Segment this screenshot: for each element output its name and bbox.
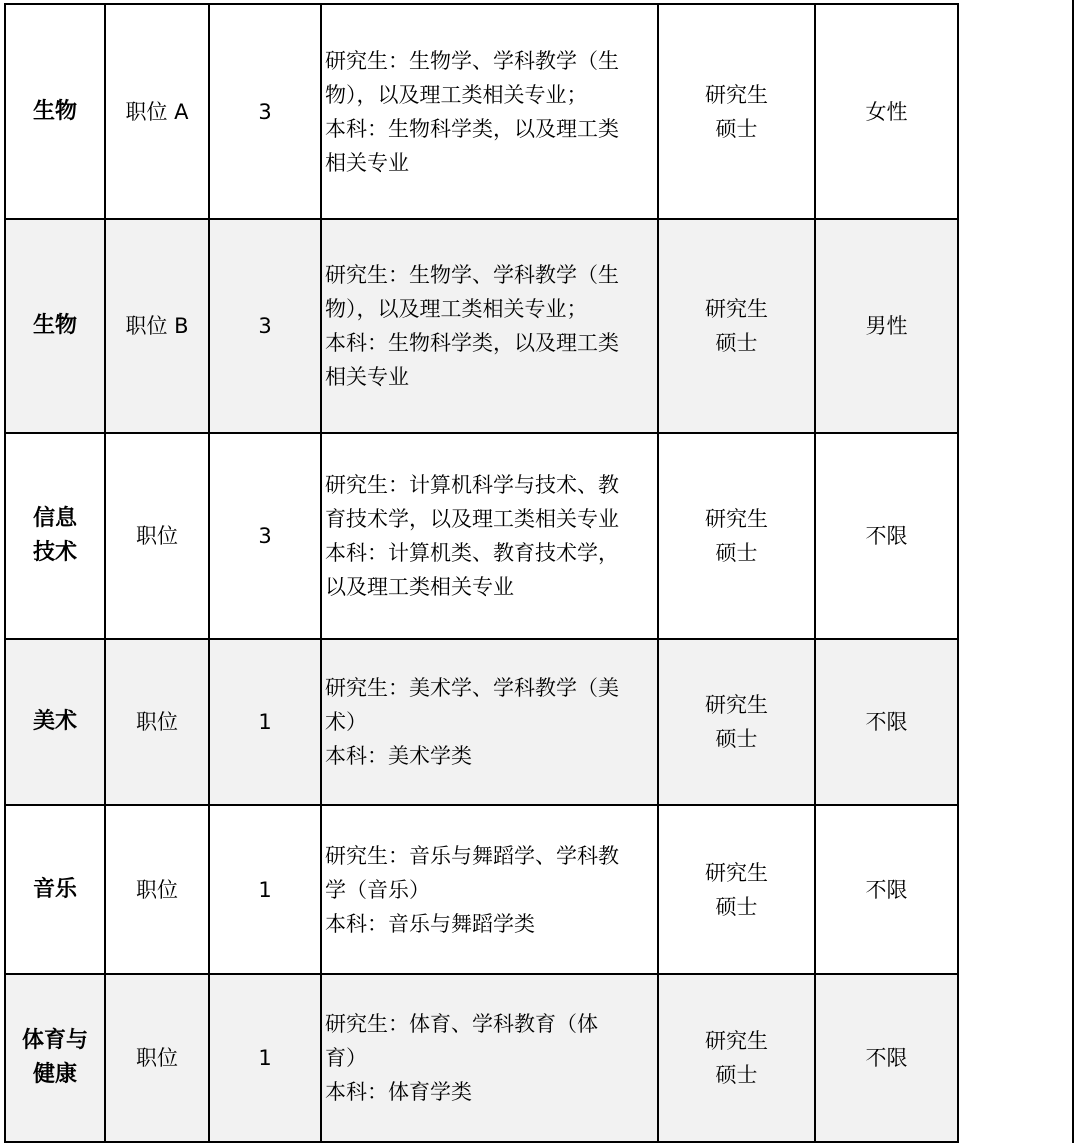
major-line: 物），以及理工类相关专业； (325, 82, 588, 107)
gender-cell: 不限 (815, 433, 958, 639)
gender-cell: 不限 (815, 805, 958, 974)
major-line: 研究生：生物学、学科教学（生 (325, 48, 619, 73)
major-cell (321, 4, 658, 219)
subject-line: 体育与 (21, 1028, 88, 1053)
major-line: 研究生：计算机科学与技术、教 (325, 473, 619, 497)
major-cell (321, 805, 658, 974)
major-line: 术） (325, 710, 367, 734)
subject-cell (5, 4, 105, 219)
major-line: 本科：美术学类 (325, 744, 472, 768)
degree-line: 硕士 (715, 727, 758, 751)
major-line: 本科：体育学类 (325, 1080, 472, 1104)
major-line: 本科：计算机类、教育技术学， (325, 541, 619, 565)
table-row (5, 433, 958, 639)
subject-line: 美术 (32, 709, 77, 734)
major-line: 以及理工类相关专业 (325, 575, 514, 599)
major-line: 研究生：生物学、学科教学（生 (325, 263, 619, 287)
subject-line: 生物 (32, 98, 77, 124)
degree-line: 研究生 (705, 1029, 768, 1053)
recruitment-table-container (4, 3, 959, 1143)
table-row (5, 805, 958, 974)
table-row (5, 219, 958, 433)
degree-line: 研究生 (705, 297, 768, 321)
major-line: 研究生：美术学、学科教学（美 (325, 676, 619, 700)
major-line: 相关专业 (325, 150, 409, 175)
degree-cell (658, 639, 815, 805)
degree-line: 研究生 (705, 860, 768, 885)
major-cell (321, 974, 658, 1142)
degree-cell (658, 219, 815, 433)
position-cell: 职位 (105, 974, 209, 1142)
major-line: 本科：音乐与舞蹈学类 (325, 911, 535, 936)
degree-line: 研究生 (705, 693, 768, 717)
degree-cell (658, 974, 815, 1142)
major-line: 本科：生物科学类，以及理工类 (325, 116, 619, 141)
major-line: 研究生：音乐与舞蹈学、学科教 (325, 843, 619, 868)
degree-cell (658, 433, 815, 639)
major-cell (321, 433, 658, 639)
major-cell (321, 639, 658, 805)
page-right-border-line (1072, 0, 1074, 1143)
degree-cell (658, 805, 815, 974)
subject-cell (5, 639, 105, 805)
count-cell: 3 (209, 433, 321, 639)
degree-line: 研究生 (705, 82, 768, 107)
major-line: 育） (325, 1046, 367, 1070)
major-line: 本科：生物科学类，以及理工类 (325, 331, 619, 355)
position-cell: 职位 (105, 433, 209, 639)
count-cell: 1 (209, 974, 321, 1142)
count-cell: 3 (209, 4, 321, 219)
position-cell: 职位 B (105, 219, 209, 433)
recruitment-table (4, 3, 959, 1143)
subject-cell (5, 433, 105, 639)
major-line: 学（音乐） (325, 877, 430, 902)
degree-line: 硕士 (715, 331, 758, 355)
degree-line: 硕士 (715, 116, 758, 141)
subject-line: 技术 (32, 540, 77, 565)
major-line: 研究生：体育、学科教育（体 (325, 1012, 598, 1036)
subject-cell (5, 219, 105, 433)
degree-line: 研究生 (705, 507, 768, 531)
subject-line: 健康 (32, 1062, 77, 1087)
table-row (5, 639, 958, 805)
position-cell: 职位 A (105, 4, 209, 219)
count-cell: 3 (209, 219, 321, 433)
table-row (5, 974, 958, 1142)
gender-cell: 不限 (815, 639, 958, 805)
gender-cell: 不限 (815, 974, 958, 1142)
count-cell: 1 (209, 805, 321, 974)
position-cell: 职位 (105, 805, 209, 974)
subject-line: 音乐 (32, 876, 77, 902)
gender-cell: 男性 (815, 219, 958, 433)
count-cell: 1 (209, 639, 321, 805)
table-row (5, 4, 958, 219)
gender-cell: 女性 (815, 4, 958, 219)
major-line: 育技术学，以及理工类相关专业 (325, 507, 619, 531)
subject-line: 信息 (32, 506, 77, 531)
subject-cell (5, 805, 105, 974)
subject-line: 生物 (32, 313, 77, 338)
subject-cell (5, 974, 105, 1142)
major-line: 物），以及理工类相关专业； (325, 297, 588, 321)
degree-cell (658, 4, 815, 219)
degree-line: 硕士 (715, 541, 758, 565)
degree-line: 硕士 (715, 1063, 758, 1087)
major-cell (321, 219, 658, 433)
position-cell: 职位 (105, 639, 209, 805)
major-line: 相关专业 (325, 365, 409, 389)
degree-line: 硕士 (715, 894, 758, 919)
